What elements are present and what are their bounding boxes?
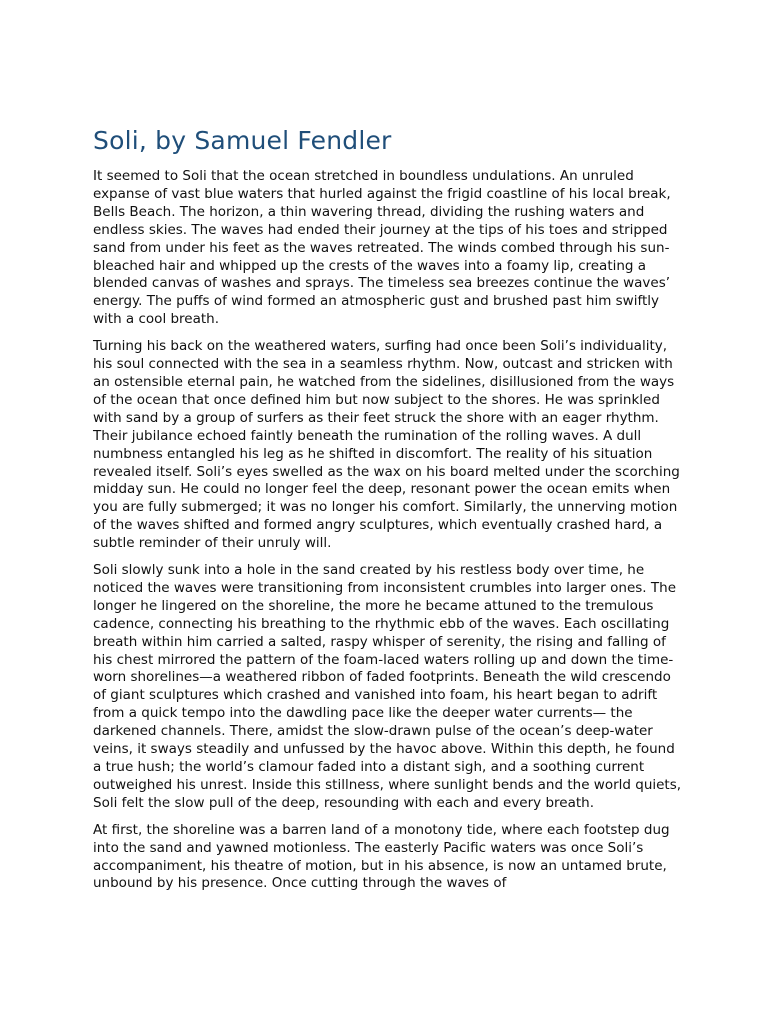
document-title: Soli, by Samuel Fendler	[93, 126, 392, 155]
paragraph-3: Soli slowly sunk into a hole in the sand created by his restless body over time, he noticed the waves were transitioning from inconsistent crumbles into larger ones. The longer he lingered on the shoreline, the more he became attuned to the tremulous cadence, connecting his breathing to the rhythmic ebb of the waves. Each oscillating breath within him carried a salted, raspy whisper of serenity, the rising and falling of his chest mirrored the pattern of the foam-laced waters rolling up and down the time-worn shorelines—a weathered ribbon of faded footprints. Beneath the wild crescendo of giant sculptures which crashed and vanished into foam, his heart began to adrift from a quick tempo into the dawdling pace like the deeper water currents— the darkened channels. There, amidst the slow-drawn pulse of the ocean’s deep-water veins, it sways steadily and unfussed by the havoc above. Within this depth, he found a true hush; the world’s clamour faded into a distant sigh, and a soothing current outweighed his unrest. Inside this stillness, where sunlight bends and the world quiets, Soli felt the slow pull of the deep, resounding with each and every breath.	[93, 562, 682, 811]
paragraph-4: At first, the shoreline was a barren land of a monotony tide, where each footstep dug into the sand and yawned motionless. The easterly Pacific waters was once Soli’s accompaniment, his theatre of motion, but in his absence, is now an untamed brute, unbound by his presence. Once cutting through the waves of	[93, 821, 670, 892]
document-page	[93, 124, 683, 902]
paragraph-1: It seemed to Soli that the ocean stretched in boundless undulations. An unruled expanse of vast blue waters that hurled against the frigid coastline of his local break, Bells Beach. The horizon, a thin wavering thread, dividing the rushing waters and endless skies. The waves had ended their journey at the tips of his toes and stripped sand from under his feet as the waves retreated. The winds combed through his sun-bleached hair and whipped up the crests of the waves into a foamy lip, creating a blended canvas of washes and sprays. The timeless sea breezes continue the waves’ energy. The puffs of wind formed an atmospheric gust and brushed past him swiftly with a cool breath.	[93, 168, 671, 328]
paragraph-2: Turning his back on the weathered waters, surfing had once been Soli’s individuality, his soul connected with the sea in a seamless rhythm. Now, outcast and stricken with an ostensible eternal pain, he watched from the sidelines, disillusioned from the ways of the ocean that once defined him but now subject to the shores. He was sprinkled with sand by a group of surfers as their feet struck the shore with an eager rhythm. Their jubilance echoed faintly beneath the rumination of the rolling waves. A dull numbness entangled his leg as he shifted in discomfort. The reality of his situation revealed itself. Soli’s eyes swelled as the wax on his board melted under the scorching midday sun. He could no longer feel the deep, resonant power the ocean emits when you are fully submerged; it was no longer his comfort. Similarly, the unnerving motion of the waves shifted and formed angry sculptures, which eventually crashed hard, a subtle reminder of their unruly will.	[93, 338, 680, 552]
